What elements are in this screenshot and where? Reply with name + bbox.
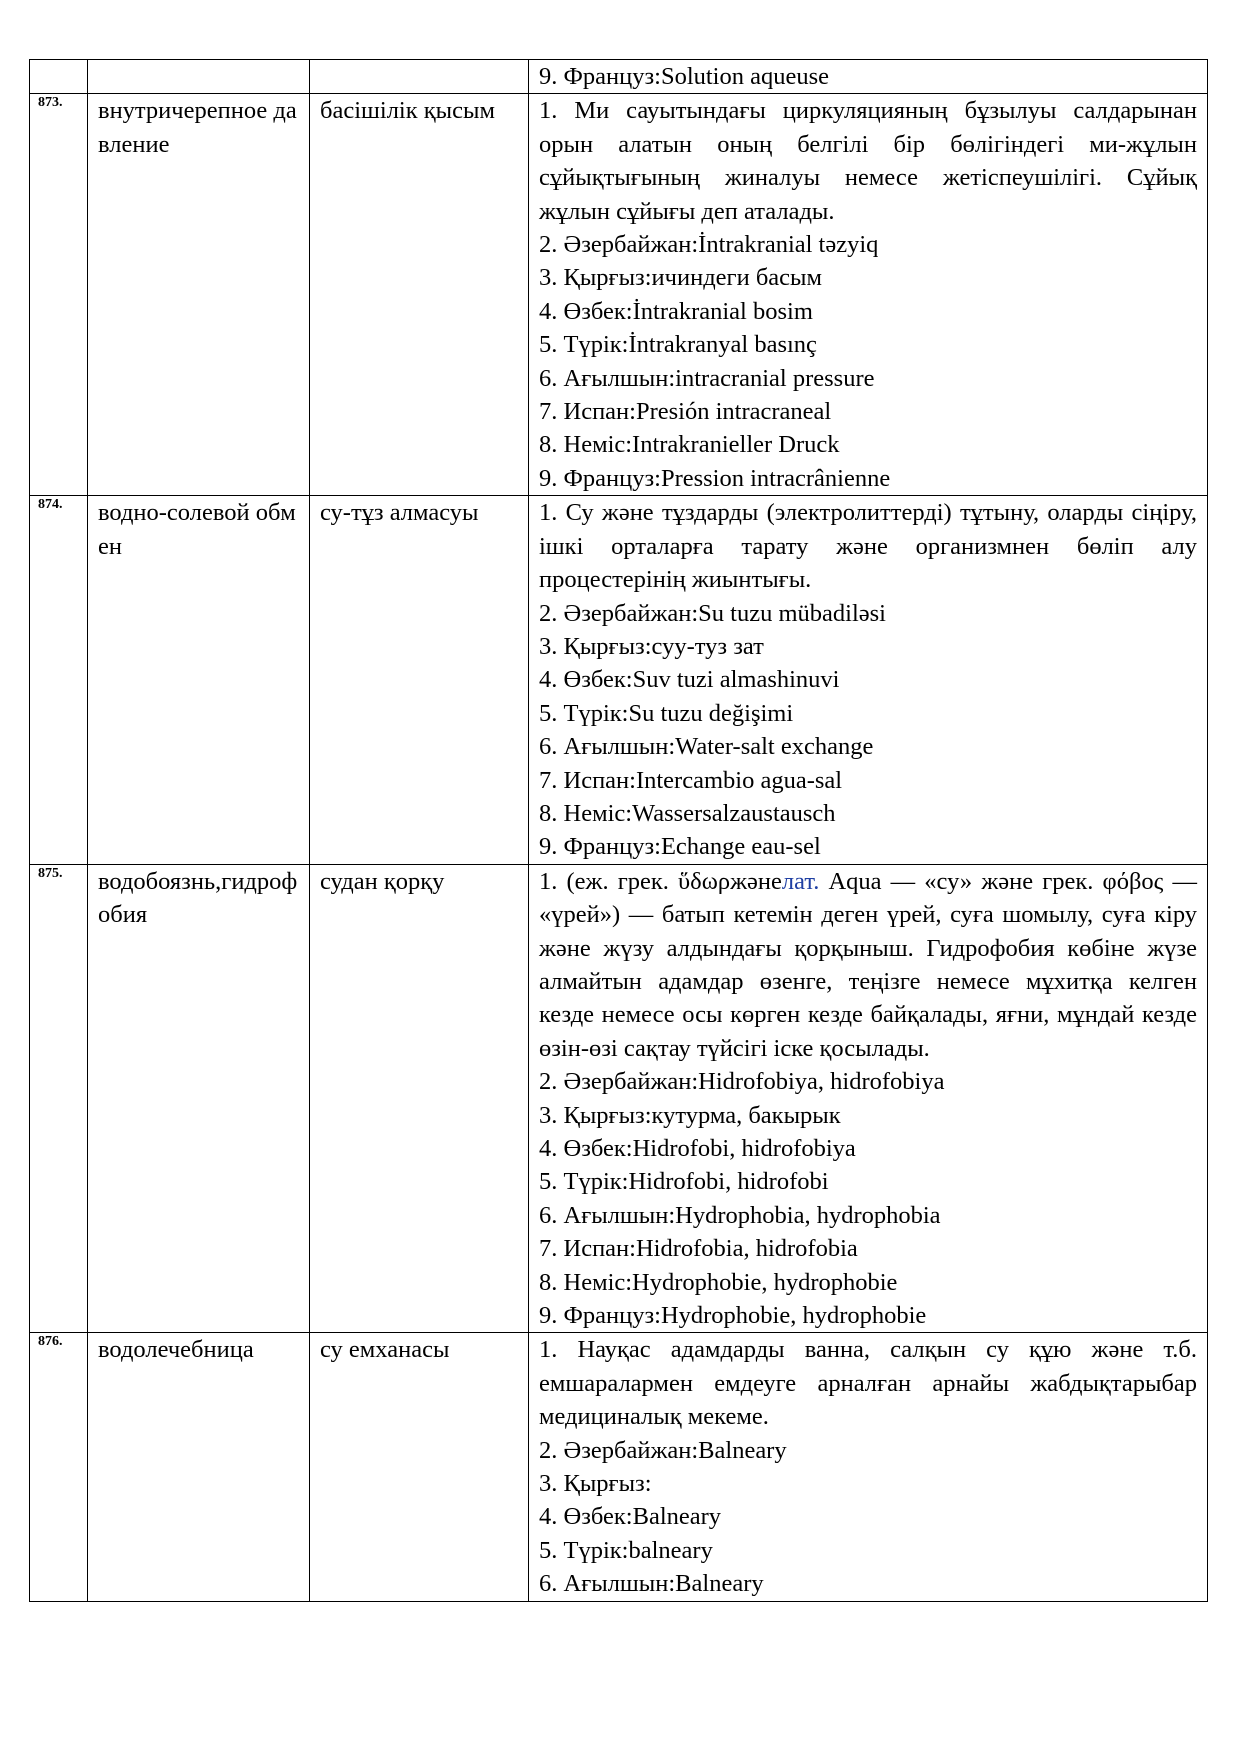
definition-text	[539, 865, 1197, 1065]
translation-line: 2. Әзербайжан:Su tuzu mübadiləsi	[539, 599, 886, 627]
translation-line: 8. Неміс:Intrakranieller Druck	[539, 431, 840, 459]
translation-line: 7. Испан:Presión intracraneal	[539, 398, 832, 426]
kazakh-term	[310, 60, 529, 94]
translation-line: 6. Ағылшын:Hydrophobia, hydrophobia	[539, 1201, 941, 1229]
translation-line: 6. Ағылшын:Balneary	[539, 1570, 764, 1598]
translation-line: 2. Әзербайжан:İntrakranial təzyiq	[539, 231, 879, 259]
entry-number: 873.	[30, 94, 88, 496]
entry-number: 874.	[30, 496, 88, 864]
definition-text: 1. Науқас адамдарды ванна, салқын су құю және т.б. емшаралармен емдеуге арналған арнайы жабдықтарыбар медициналық мекеме.	[539, 1336, 1197, 1431]
translation-line: 4. Өзбек:Suv tuzi almashinuvi	[539, 666, 840, 694]
translation-line: 7. Испан:Intercambio agua-sal	[539, 766, 843, 794]
translation-line: 4. Өзбек:İntrakranial bosim	[539, 297, 813, 325]
translation-line: 5. Түрік:balneary	[539, 1536, 713, 1564]
entry-number	[30, 60, 88, 94]
translation-line: 7. Испан:Hidrofobia, hidrofobia	[539, 1235, 858, 1263]
translation-line: 3. Қырғыз:суу-туз зат	[539, 632, 764, 660]
translation-line: 9. Француз:Hydrophobie, hydrophobie	[539, 1302, 927, 1330]
translation-line: 8. Неміс:Wassersalzaustausch	[539, 799, 836, 827]
translation-line: 6. Ағылшын:intracranial pressure	[539, 364, 875, 392]
translation-line: 9. Француз:Echange eau-sel	[539, 833, 821, 861]
definition-cell	[529, 60, 1208, 94]
definition-cell	[529, 864, 1208, 1333]
translation-line: 5. Түрік:Su tuzu değişimi	[539, 699, 794, 727]
translation-line: 5. Түрік:Hidrofobi, hidrofobi	[539, 1168, 829, 1196]
table-row	[30, 94, 1208, 496]
russian-term: водолечебница	[88, 1333, 310, 1601]
entry-number: 875.	[30, 864, 88, 1333]
translation-line: 3. Қырғыз:кутурма, бакырык	[539, 1101, 841, 1129]
definition-cell	[529, 496, 1208, 864]
translation-line: 2. Әзербайжан:Balneary	[539, 1436, 787, 1464]
kazakh-term: судан қорқу	[310, 864, 529, 1333]
definition-text-start: 1. (еж. грек. ὕδωρжәне	[539, 867, 782, 895]
definition-text-rest: Aqua — «су» және грек. φόβος — «үрей») — батып кетемін деген үрей, суға шомылу, суға кіру және жүзу алдындағы қорқыныш. Гидрофобия көбіне жүзе алмайтын адамдар өзенге, теңізге немесе мұхитқа келген кезде немесе осы көрген кезде байқалады, яғни, мұндай кезде өзін-өзі сақтау түйсігі іске қосылады.	[539, 867, 1197, 1062]
entry-number: 876.	[30, 1333, 88, 1601]
translation-line: 2. Әзербайжан:Hidrofobiya, hidrofobiya	[539, 1068, 945, 1096]
definition-cell	[529, 1333, 1208, 1601]
terminology-table	[29, 59, 1208, 1602]
table-row	[30, 1333, 1208, 1601]
definition-text: 1. Су және тұздарды (электролиттерді) тұтыну, оларды сіңіру, ішкі орталарға тарату және организмнен бөліп алу процестерінің жиынтығы.	[539, 499, 1197, 594]
kazakh-term: су емханасы	[310, 1333, 529, 1601]
translation-line: 9. Француз:Solution aqueuse	[539, 63, 830, 90]
translation-line: 4. Өзбек:Balneary	[539, 1503, 722, 1531]
translation-line: 3. Қырғыз:	[539, 1470, 652, 1498]
table-row	[30, 864, 1208, 1333]
definition-text: 1. Ми сауытындағы циркуляцияның бұзылуы салдарынан орын алатын оның белгілі бір бөлігіндегі ми-жұлын сұйықтығының жиналуы немесе жетіспеушілігі. Сұйық жұлын сұйығы деп аталады.	[539, 97, 1197, 225]
translation-line: 9. Француз:Pression intracrânienne	[539, 464, 891, 492]
russian-term: водно-солевой обмен	[88, 496, 310, 864]
translation-line: 6. Ағылшын:Water-salt exchange	[539, 733, 874, 761]
table-row	[30, 60, 1208, 94]
russian-term	[88, 60, 310, 94]
kazakh-term: басішілік қысым	[310, 94, 529, 496]
russian-term: водобоязнь,гидрофобия	[88, 864, 310, 1333]
translation-line: 5. Түрік:İntrakranyal basınç	[539, 331, 817, 359]
table-row	[30, 496, 1208, 864]
russian-term: внутричерепное давление	[88, 94, 310, 496]
translation-line: 4. Өзбек:Hidrofobi, hidrofobiya	[539, 1135, 856, 1162]
translation-line: 3. Қырғыз:ичиндеги басым	[539, 264, 823, 292]
translation-line: 8. Неміс:Hydrophobie, hydrophobie	[539, 1268, 898, 1296]
lat-link[interactable]: лат.	[781, 867, 820, 895]
kazakh-term: су-тұз алмасуы	[310, 496, 529, 864]
definition-cell	[529, 94, 1208, 496]
